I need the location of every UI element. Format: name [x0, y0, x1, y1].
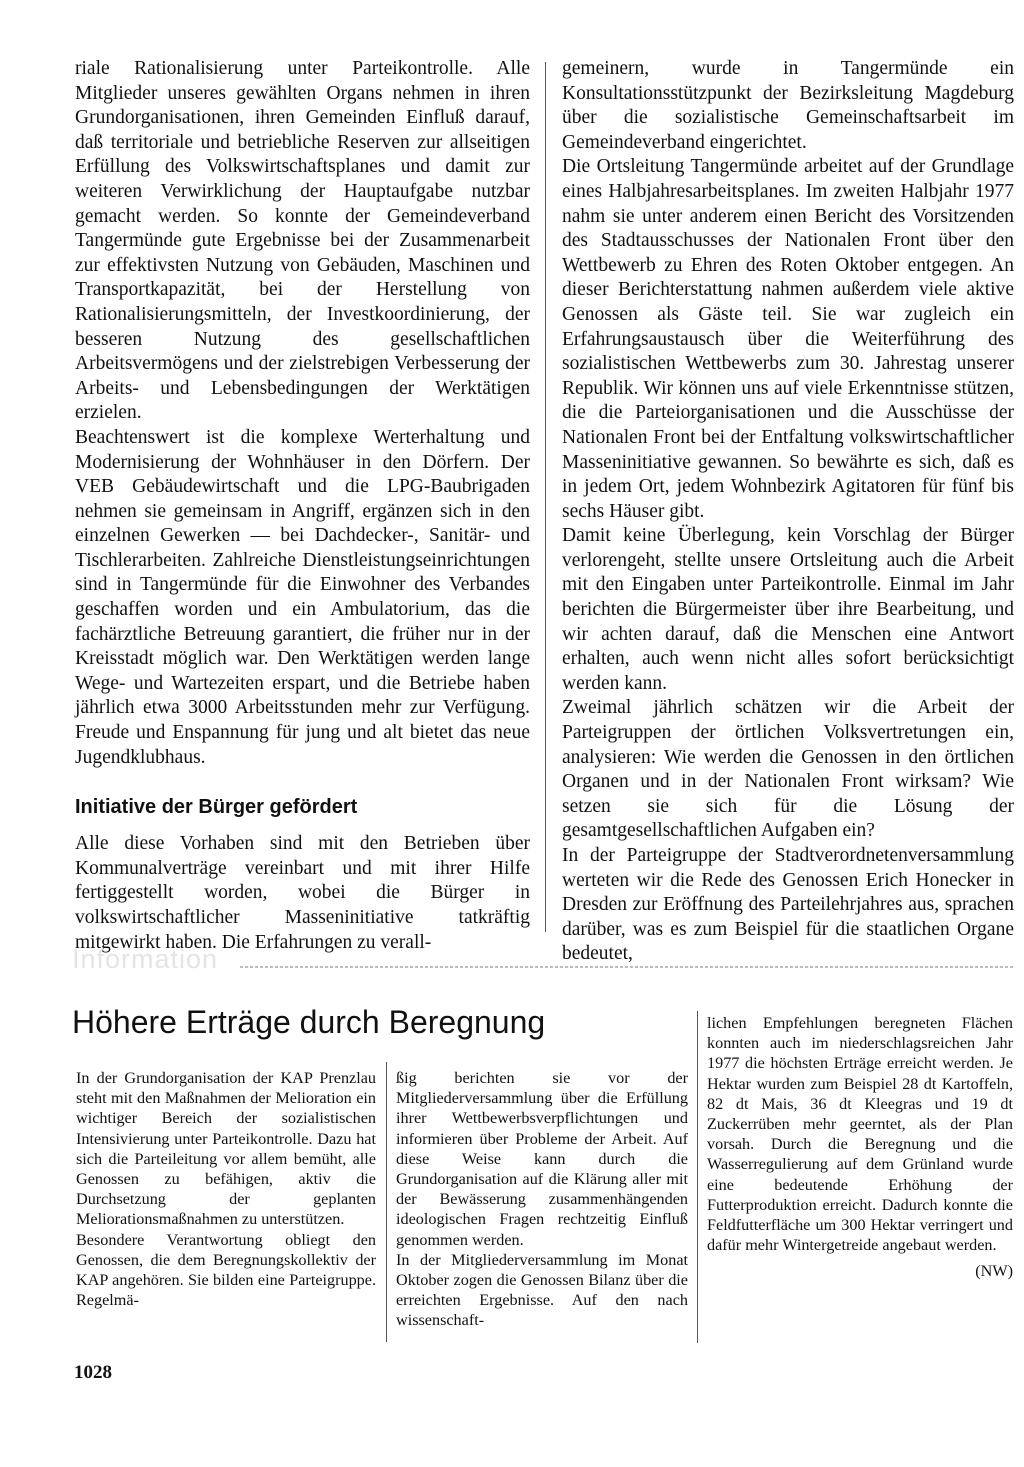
info-column-1	[76, 1068, 376, 1310]
article-column-left	[75, 57, 530, 955]
article-column-right	[562, 57, 1014, 967]
paragraph: Zweimal jährlich schätzen wir die Arbeit der Parteigruppen der örtlichen Volksvertretungen ein, analysieren: Wie werden die Genossen in den örtlichen Organen und in der Nationalen Front wirksam? Wie setzen sie sich für die Lösung der gesamtgesellschaftlichen Aufgaben ein?	[562, 697, 1014, 842]
info-box-title: Höhere Erträge durch Beregnung	[72, 1004, 546, 1040]
column-divider	[545, 62, 546, 932]
info-divider	[240, 966, 1014, 968]
paragraph: lichen Empfehlungen beregneten Flächen konnten auch im niederschlagsreichen Jahr 1977 die höchsten Erträge erreicht werden. Je Hektar wurden zum Beispiel 28 dt Kartoffeln, 82 dt Mais, 36 dt Kleegras und 19 dt Zuckerrüben mehr geerntet, als der Plan vorsah. Durch die Beregnung und die Wasserregulierung auf dem Grünland wurde eine bedeutende Erhöhung der Futterproduktion erreicht. Dadurch konnte die Feldfutterfläche um 300 Hektar verringert und dafür mehr Wintergetreide angebaut werden.	[707, 1014, 1013, 1255]
paragraph: riale Rationalisierung unter Parteikontrolle. Alle Mitglieder unseres gewählten Organs nehmen in ihren Grundorganisationen, ihren Gemeinden Einfluß darauf, daß territoriale und betriebliche Reserven zur allseitigen Erfüllung des Volkswirtschaftsplanes und damit zur weiteren Verwirklichung der Hauptaufgabe nutzbar gemacht werden. So konnte der Gemeindeverband Tangermünde gute Ergebnisse bei der Zusammenarbeit zur effektivsten Nutzung von Gebäuden, Maschinen und Transportkapazität, bei der Herstellung von Rationalisierungsmitteln, der Investkoordinierung, der besseren Nutzung des gesellschaftlichen Arbeitsvermögens und der zielstrebigen Verbesserung der Arbeits- und Lebensbedingungen der Werktätigen erzielen.	[75, 58, 530, 424]
subheading: Initiative der Bürger gefördert	[75, 796, 358, 819]
paragraph: In der Grundorganisation der KAP Prenzlau steht mit den Maßnahmen der Melioration ein wichtiger Bereich der sozialistischen Intensivierung unter Parteikontrolle. Dazu hat sich die Parteileitung vor allem bemüht, alle Genossen zu befähigen, aktiv die Durchsetzung der geplanten Meliorationsmaßnahmen zu unterstützen.	[76, 1069, 376, 1229]
paragraph: Damit keine Überlegung, kein Vorschlag der Bürger verlorengeht, stellte unsere Ortsleitung auch die Arbeit mit den Eingaben unter Parteikontrolle. Einmal im Jahr berichten die Bürgermeister über ihre Bearbeitung, und wir achten darauf, daß die Menschen eine Antwort erhalten, auch wenn nicht alles sofort berücksichtigt werden kann.	[562, 525, 1014, 694]
author-signature: (NW)	[975, 1262, 1013, 1281]
page-number: 1028	[74, 1362, 112, 1383]
column-divider	[386, 1062, 387, 1342]
paragraph: Besondere Verantwortung obliegt den Genossen, die dem Beregnungskollektiv der KAP angehören. Sie bilden eine Parteigruppe. Regelmä-	[76, 1230, 376, 1310]
paragraph: In der Mitgliederversammlung im Monat Oktober zogen die Genossen Bilanz über die erreichten Ergebnisse. Auf den nach wissenschaft-	[396, 1250, 688, 1330]
info-column-2	[396, 1068, 688, 1331]
paragraph: Alle diese Vorhaben sind mit den Betrieben über Kommunalverträge vereinbart und mit ihrer Hilfe fertiggestellt worden, wobei die Bürger in volkswirtschaftlicher Masseninitiative tatkräftig mitgewirkt haben. Die Erfahrungen zu verall-	[75, 833, 530, 953]
paragraph: ßig berichten sie vor der Mitgliederversammlung über die Erfüllung ihrer Wettbewerbsverpflichtungen und informieren über Probleme der Arbeit. Auf diese Weise kann durch die Grundorganisation auf die Klärung aller mit der Bewässerung zusammenhängenden ideologischen Fragen rechtzeitig Einfluß genommen werden.	[396, 1069, 688, 1249]
paragraph: gemeinern, wurde in Tangermünde ein Konsultationsstützpunkt der Bezirksleitung Magdeburg über die sozialistische Gemeinschaftsarbeit im Gemeindeverband eingerichtet.	[562, 58, 1014, 153]
paragraph: Die Ortsleitung Tangermünde arbeitet auf der Grundlage eines Halbjahresarbeitsplanes. Im zweiten Halbjahr 1977 nahm sie unter anderem einen Bericht des Vorsitzenden des Stadtausschusses der Nationalen Front über den Wettbewerb zu Ehren des Roten Oktober entgegen. An dieser Berichterstattung nahmen außerdem viele aktive Genossen als Gäste teil. Sie war zugleich ein Erfahrungsaustausch über die Weiterführung des sozialistischen Wettbewerbs zum 30. Jahrestag unserer Republik. Wir können uns auf viele Erkenntnisse stützen, die die Parteiorganisationen und die Ausschüsse der Nationalen Front bei der Entfaltung volkswirtschaftlicher Masseninitiative gewannen. So bewährte es sich, daß es in jedem Ort, jedem Wohnbezirk Agitatoren für fünf bis sechs Häuser gibt.	[562, 156, 1014, 522]
paragraph: In der Parteigruppe der Stadtverordnetenversammlung werteten wir die Rede des Genossen Erich Honecker in Dresden zur Eröffnung des Parteilehrjahres aus, sprachen darüber, was es zum Beispiel für die staatlichen Organe bedeutet,	[562, 845, 1014, 965]
info-label: Information	[72, 944, 219, 974]
column-divider	[697, 1011, 698, 1343]
paragraph: Beachtenswert ist die komplexe Werterhaltung und Modernisierung der Wohnhäuser in den Dörfern. Der VEB Gebäudewirtschaft und die LPG-Baubrigaden nehmen sie gemeinsam in Angriff, ergänzen sich in den einzelnen Gewerken — bei Dachdecker-, Sanitär- und Tischlerarbeiten. Zahlreiche Dienstleistungseinrichtungen sind in Tangermünde für die Einwohner des Verbandes geschaffen worden und ein Ambulatorium, das die fachärztliche Betreuung garantiert, die früher nur in der Kreisstadt möglich war. Den Werktätigen werden lange Wege- und Wartezeiten erspart, und die Betriebe haben jährlich etwa 3000 Arbeitsstunden mehr zur Verfügung. Freude und Enspannung für jung und alt bietet das neue Jugendklubhaus.	[75, 426, 530, 768]
info-column-3	[707, 1013, 1013, 1282]
